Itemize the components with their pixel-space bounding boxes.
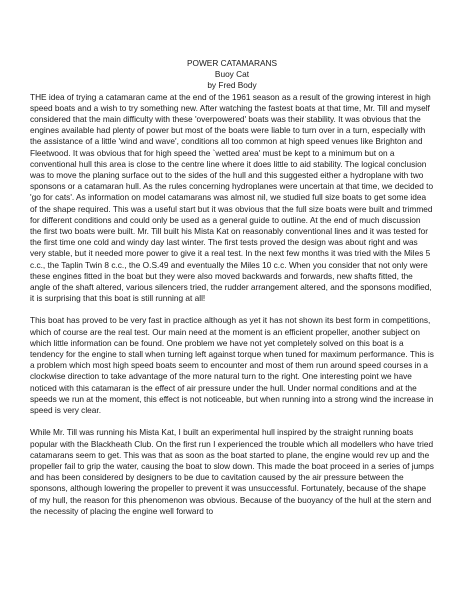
document-title: POWER CATAMARANS bbox=[186, 58, 278, 68]
document-subtitle: Buoy Cat bbox=[214, 69, 250, 80]
document-body bbox=[30, 92, 434, 517]
paragraph: THE idea of trying a catamaran came at the end of the 1961 season as a result of the growing interest in high speed boats and a wish to try something new. After watching the fastest boats at that time, Mr. Till and myself considered that the main difficulty with these 'overpowered' boats was their stability. It was obvious that the engines available had plenty of power but most of the boats were liable to turn over in a turn, especially with the assistance of a little 'wind and wave', conditions all too common at high speed venues like Brighton and Fleetwood. It was obvious that for high speed the `wetted area' must be kept to a minimum but on a conventional hull this area is close to the centre line where it does little to aid stability. The logical conclusion was to move the planing surface out to the sides of the hull and this suggested either a hydroplane with two sponsons or a catamaran hull. As the rules concerning hydroplanes were uncertain at that time, we decided to 'go for cats'. As information on model catamarans was almost nil, we studied full size boats to get some idea of the shape required. This was a useful start but it was obvious that the full size boats were built and trimmed for different conditions and could only be used as a general guide to outline. At the end of much discussion the first two boats were built. Mr. Till built his Mista Kat on reasonably conventional lines and it was tested for the first time one cold and windy day last winter. The first tests proved the design was about right and was very stable, but it needed more power to give it a real test. In the next few months it was tried with the Miles 5 c.c., the Taplin Twin 8 c.c., the O.S.49 and eventually the Miles 10 c.c. When you consider that not only were these engines fitted in the boat but they were also moved backwards and forwards, new shafts fitted, the angle of the shaft altered, various silencers tried, the rudder arrangement altered, and the sponsons modified, it is surprising that this boat is still running at all! bbox=[30, 91, 434, 304]
document-byline: by Fred Body bbox=[207, 80, 257, 91]
paragraph: This boat has proved to be very fast in practice although as yet it has not shown its best form in competitions, which of course are the real test. Our main need at the moment is an efficient propeller, another subject on which little information can be found. One problem we have not yet completely solved on this boat is a tendency for the engine to stall when turning left against torque when tuned for maximum performance. This is a problem which most high speed boats seem to encounter and most of them run around speed courses in a clockwise direction to take advantage of the more natural turn to the right. One interesting point we have noticed with this catamaran is the effect of air pressure under the hull. Under normal conditions and at the speeds we run at the moment, this effect is not noticeable, but when running into a strong wind the increase in speed is very clear. bbox=[30, 315, 434, 416]
paragraph: While Mr. Till was running his Mista Kat, I built an experimental hull inspired by the straight running boats popular with the Blackheath Club. On the first run I experienced the trouble which all modellers who have tried catamarans seem to get. This was that as soon as the boat started to plane, the engine would rev up and the propeller fail to grip the water, causing the boat to slow down. This made the boat proceed in a series of jumps and has been considered by designers to be due to cavitation caused by the air pressure between the sponsons, although lowering the propeller to prevent it was unsuccessful. Fortunately, because of the shape of my hull, the reason for this phenomenon was obvious. Because of the buoyancy of the hull at the stern and the necessity of placing the engine well forward to bbox=[30, 427, 434, 516]
